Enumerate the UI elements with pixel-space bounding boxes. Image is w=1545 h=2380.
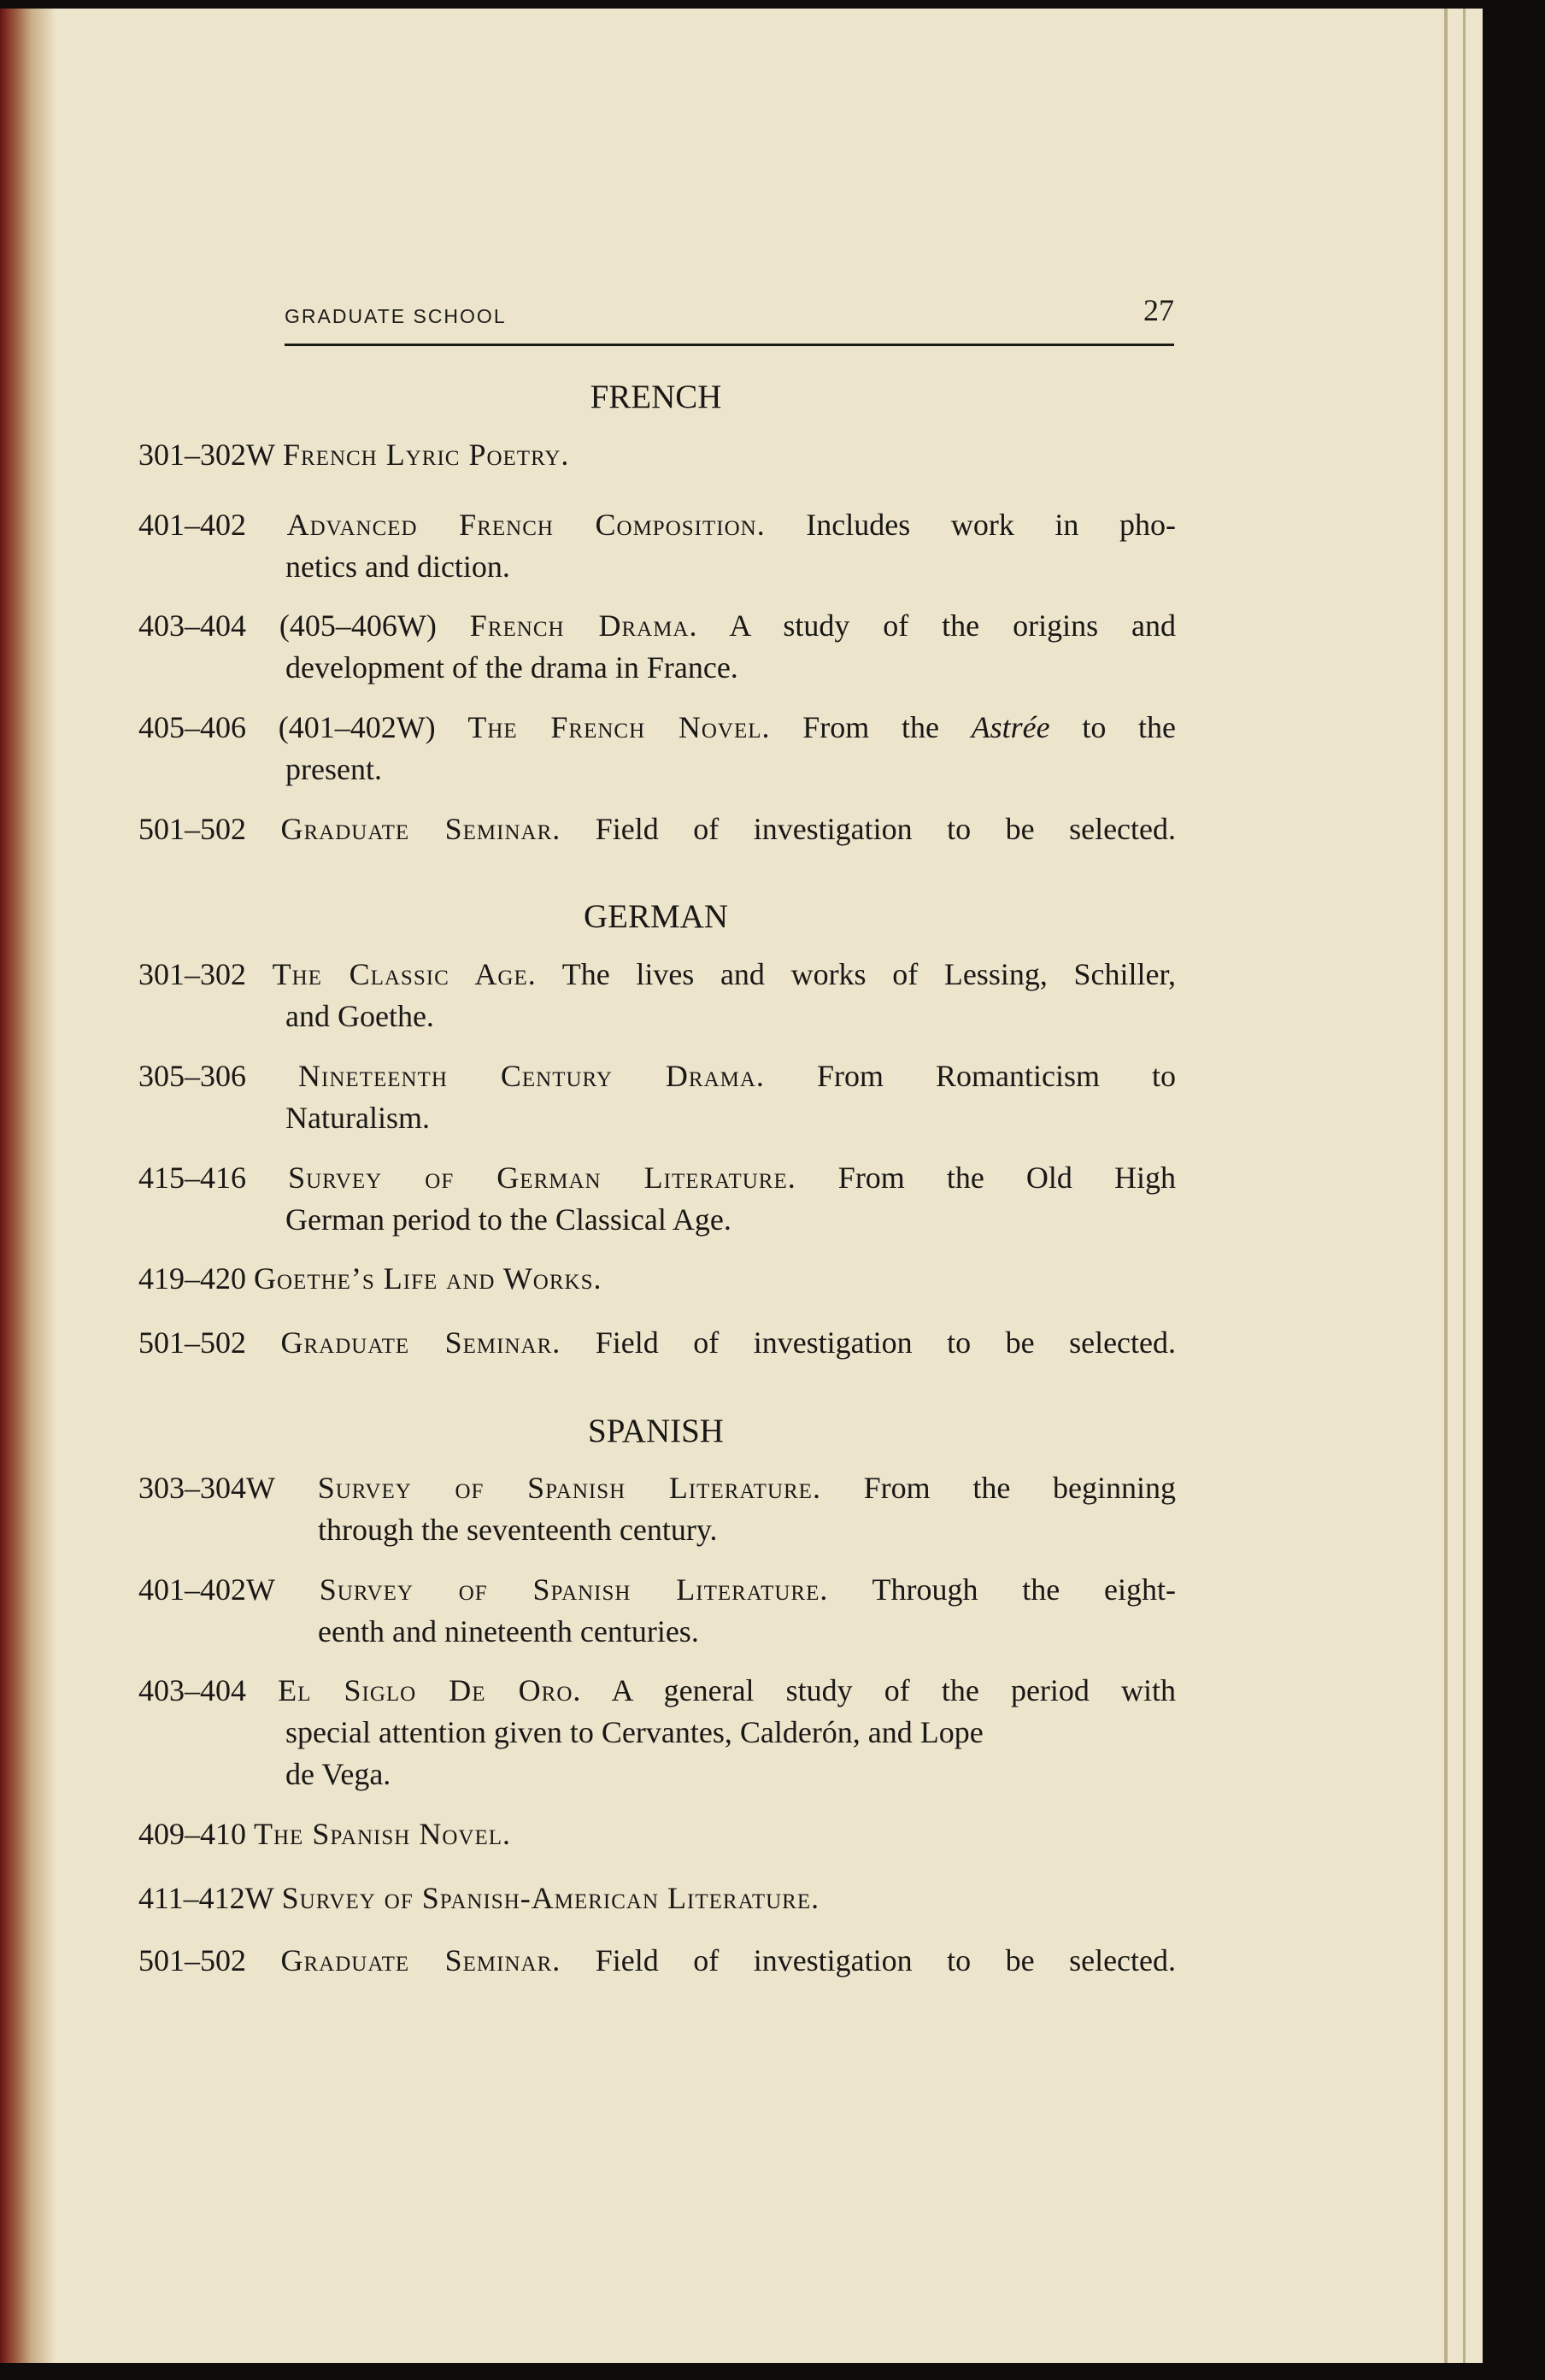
- course-number: 403–404: [138, 608, 246, 643]
- course-title: The Classic Age.: [272, 957, 537, 991]
- course-description-line: through the seventeenth century.: [318, 1513, 718, 1547]
- course-entry: [138, 1569, 1176, 1653]
- course-description: From the beginning: [820, 1471, 1176, 1505]
- course-description: From the: [770, 710, 972, 744]
- course-title: Graduate Seminar.: [280, 1325, 561, 1360]
- course-description: The lives and works of Lessing, Schiller,: [536, 957, 1176, 991]
- course-description-line: de Vega.: [285, 1757, 391, 1791]
- course-description-line: German period to the Classical Age.: [285, 1202, 731, 1237]
- course-number: 415–416: [138, 1161, 246, 1195]
- course-title: Graduate Seminar.: [280, 812, 561, 846]
- course-entry: [138, 1813, 1176, 1855]
- page-number: 27: [1143, 293, 1174, 327]
- running-head: GRADUATE SCHOOL: [285, 305, 507, 327]
- course-number: 301–302W: [138, 438, 275, 472]
- course-title: Survey of Spanish-American Literature.: [281, 1881, 820, 1915]
- section-heading-spanish: SPANISH: [588, 1413, 724, 1449]
- course-number: 401–402W: [138, 1572, 275, 1607]
- course-number: 303–304W: [138, 1471, 275, 1505]
- page-edge-line: [1444, 9, 1448, 2363]
- course-number: 403–404: [138, 1673, 246, 1707]
- course-description-line: Naturalism.: [285, 1101, 430, 1135]
- course-title: Survey of Spanish Literature.: [319, 1572, 829, 1607]
- course-description: Through the eight-: [828, 1572, 1177, 1607]
- course-cross-reference: (405–406W): [246, 608, 470, 643]
- course-description-line: eenth and nineteenth centuries.: [318, 1614, 699, 1648]
- course-title: Goethe’s Life and Works.: [254, 1261, 602, 1296]
- course-title: Advanced French Composition.: [286, 508, 766, 542]
- course-entry: [138, 1322, 1176, 1364]
- course-number: 305–306: [138, 1059, 246, 1093]
- course-number: 409–410: [138, 1817, 246, 1851]
- course-number: 419–420: [138, 1261, 246, 1296]
- course-number: 405–406: [138, 710, 246, 744]
- course-description-line: special attention given to Cervantes, Calderón, and Lope: [285, 1715, 984, 1749]
- course-description: Field of investigation to be selected.: [561, 1325, 1177, 1360]
- section-heading-french: FRENCH: [590, 379, 722, 415]
- course-entry: [138, 1055, 1176, 1139]
- course-entry: [138, 504, 1176, 588]
- course-entry: [138, 1258, 1176, 1300]
- course-number: 411–412W: [138, 1881, 274, 1915]
- course-entry: [138, 1157, 1176, 1241]
- course-title: Nineteenth Century Drama.: [298, 1059, 765, 1093]
- page-edge-line: [1463, 9, 1466, 2363]
- page-header: [285, 292, 1174, 346]
- course-entry: [138, 434, 1176, 476]
- course-title: The Spanish Novel.: [254, 1817, 511, 1851]
- course-description-line: netics and diction.: [285, 549, 510, 584]
- course-description: to the: [1049, 710, 1177, 744]
- course-entry: [138, 605, 1176, 689]
- course-entry: [138, 1940, 1176, 1982]
- course-entry: [138, 808, 1176, 850]
- course-number: 501–502: [138, 1325, 246, 1360]
- course-description-line: development of the drama in France.: [285, 650, 738, 685]
- catalog-page: [0, 9, 1483, 2363]
- course-cross-reference: (401–402W): [246, 710, 468, 744]
- course-description: From Romanticism to: [764, 1059, 1176, 1093]
- course-entry: [138, 1467, 1176, 1551]
- course-description-italic: Astrée: [971, 710, 1050, 744]
- course-description: Field of investigation to be selected.: [561, 1943, 1177, 1977]
- course-title: The French Novel.: [467, 710, 771, 744]
- course-number: 501–502: [138, 1943, 246, 1977]
- section-heading-german: GERMAN: [583, 898, 728, 935]
- course-title: French Lyric Poetry.: [282, 438, 570, 472]
- course-entry: [138, 707, 1176, 790]
- course-entry: [138, 1670, 1176, 1795]
- course-description-line: and Goethe.: [285, 999, 434, 1033]
- course-entry: [138, 1878, 1176, 1919]
- book-spine-edge: [0, 9, 56, 2363]
- course-description: Includes work in pho-: [765, 508, 1176, 542]
- course-entry: [138, 954, 1176, 1037]
- course-description: A study of the origins and: [697, 608, 1176, 643]
- course-title: French Drama.: [469, 608, 698, 643]
- course-number: 301–302: [138, 957, 246, 991]
- course-title: El Siglo De Oro.: [278, 1673, 582, 1707]
- course-title: Graduate Seminar.: [280, 1943, 561, 1977]
- course-number: 501–502: [138, 812, 246, 846]
- course-description: From the Old High: [796, 1161, 1176, 1195]
- course-title: Survey of Spanish Literature.: [317, 1471, 821, 1505]
- course-description: Field of investigation to be selected.: [561, 812, 1177, 846]
- course-description: A general study of the period with: [581, 1673, 1177, 1707]
- course-number: 401–402: [138, 508, 246, 542]
- course-description-line: present.: [285, 752, 382, 786]
- course-title: Survey of German Literature.: [288, 1161, 796, 1195]
